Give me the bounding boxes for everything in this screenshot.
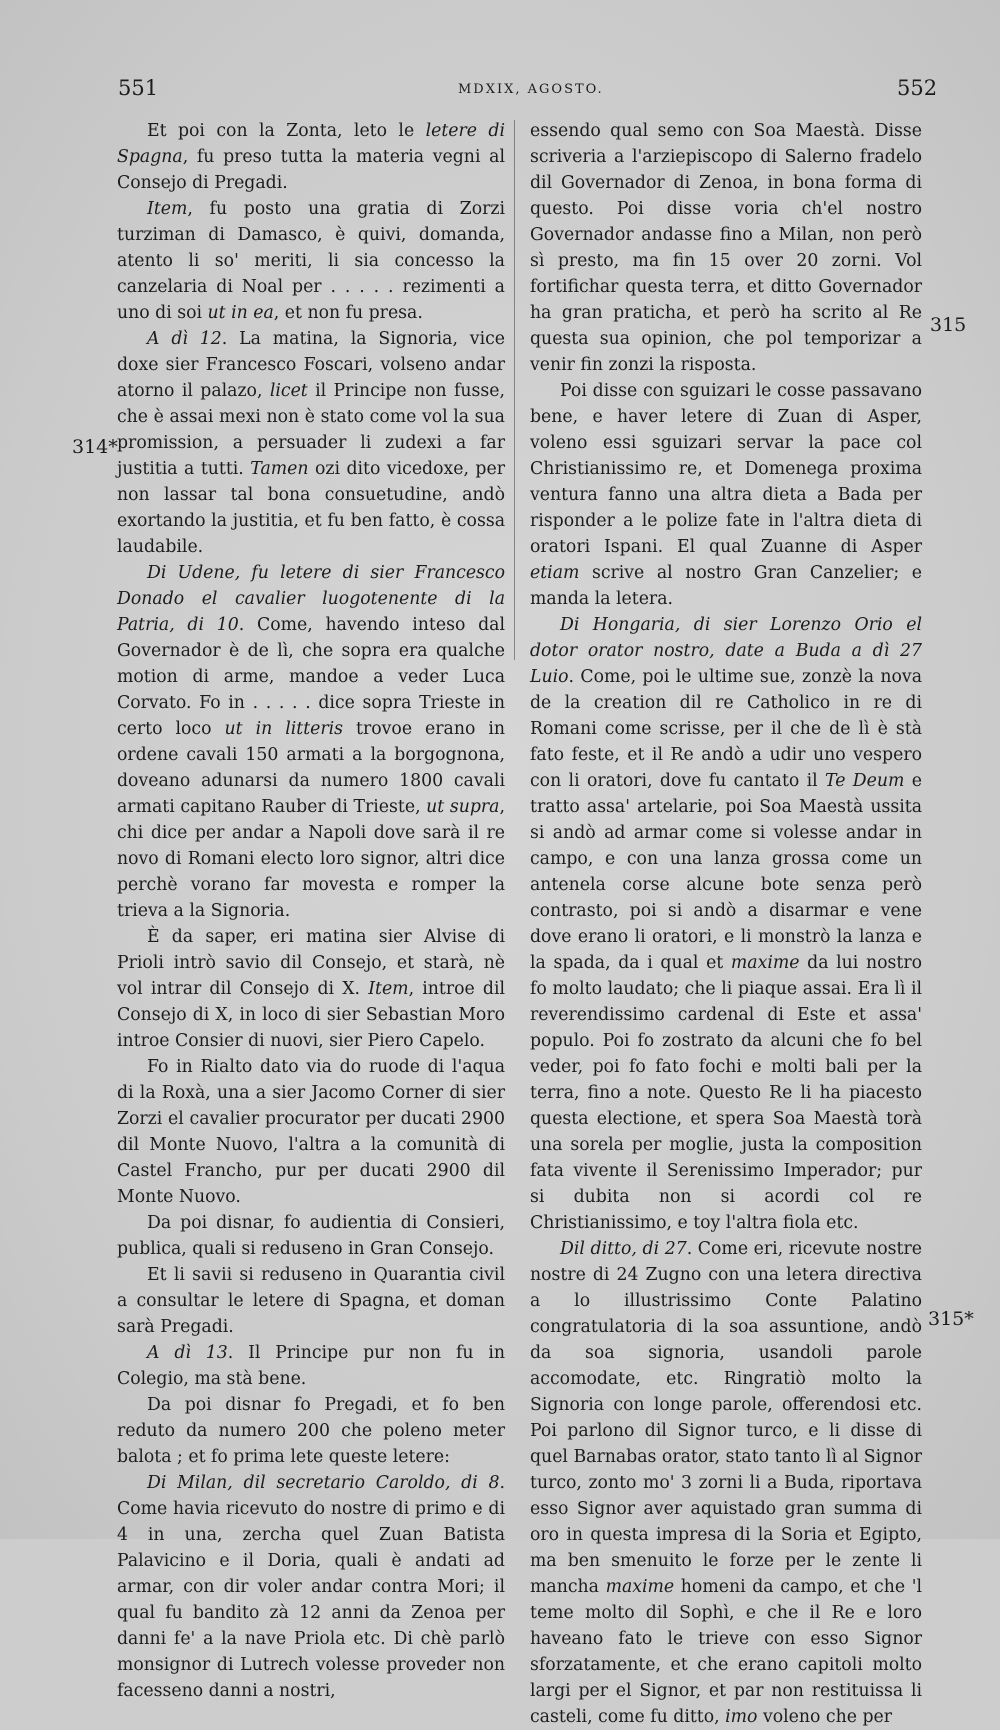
page-header xyxy=(0,76,1000,106)
paragraph: essendo qual semo con Soa Maestà. Disse scriveria a l'arziepiscopo di Salerno fradelo dil Governador di Zenoa, in bona forma di questo. Poi disse voria ch'el nostro Governador andasse fino a Milan, non però sì presto, ma fin 15 over 20 zorni. Vol fortifichar questa terra, et ditto Governador ha gran praticha, et però ha scrito al Re questa sua opinion, che pol temporizar a venir fin zonzi la risposta. xyxy=(530,121,922,375)
margin-ref-314: 314* xyxy=(72,436,118,458)
paragraph: Di Hongaria, di sier Lorenzo Orio el dotor orator nostro, date a Buda a dì 27 Luio. Come, poi le ultime sue, zonzè la nova de la creation dil re Catholico in re di Romani come scrisse, per il che de lì è stà fato feste, et il Re andò a udir uno vespero con li oratori, dove fu cantato il Te Deum e tratto assa' artelarie, poi Soa Maestà ussita si andò ad armar come si volesse andar in campo, e con una lanza grossa come un antenela corse alcune bote senza però contrasto, poi si andò a disarmar e vene dove erano li oratori, e li monstrò la lanza e la spada, da i qual et maxime da lui nostro fo molto laudato; che li piaque assai. Era lì il reverendissimo cardenal di Este et assa' populo. Poi fo zostrato da alcuni che fo bel veder, poi fo fato fochi e molti bali per la terra, fino a note. Questo Re li ha piacesto questa electione, et spera Soa Maestà torà una sorela per moglie, justa la composition fata vivente il Serenissimo Imperador; pur si dubita non si acordi col re Christianissimo, e toy l'altra fiola etc. xyxy=(530,615,922,1233)
page-number-left: 551 xyxy=(118,76,159,100)
paragraph: A dì 13. Il Principe pur non fu in Colegio, ma stà bene. xyxy=(117,1343,505,1389)
paragraph: Fo in Rialto dato via do ruode di l'aqua di la Roxà, una a sier Jacomo Corner di sier Zorzi el cavalier procurator per ducati 2900 dil Monte Nuovo, l'altra a la comunità di Castel Francho, pur per ducati 2900 dil Monte Nuovo. xyxy=(117,1057,505,1207)
paragraph: Poi disse con sguizari le cosse passavano bene, e haver letere di Zuan di Asper, voleno essi sguizari servar la pace col Christianissimo re, et Domenega proxima ventura fanno una altra dieta a Bada per risponder a le polize fate in l'altra dieta di oratori Ispani. El qual Zuanne di Asper etiam scrive al nostro Gran Canzelier; e manda la letera. xyxy=(530,381,922,609)
paragraph: Dil ditto, di 27. Come eri, ricevute nostre nostre di 24 Zugno con una letera directiva a lo illustrissimo Conte Palatino congratulatoria di la soa assuntione, andò da soa signoria, usandoli parole accomodate, etc. Ringratiò molto la Signoria con longe parole, offerendosi etc. Poi parlono dil Signor turco, e li disse di quel Barnabas orator, stato tanto lì al Signor turco, zonto mo' 3 zorni li a Buda, riportava esso Signor aver aquistado gran summa di oro in questa impresa di la Soria et Egipto, ma ben smenuito le forze per le zente li mancha maxime homeni da campo, et che 'l teme molto dil Sophì, e che il Re e loro haveano fato le trieve con esso Signor sforzatamente, et che erano capitoli molto largi per el Signor, et par non restituissa li casteli, come fu ditto, imo voleno che per xyxy=(530,1239,922,1727)
paragraph: È da saper, eri matina sier Alvise di Prioli intrò savio dil Consejo, et starà, nè vol intrar dil Consejo di X. Item, introe dil Consejo di X, in loco di sier Sebastian Moro introe Consier di nuovi, sier Piero Capelo. xyxy=(117,927,505,1051)
right-column xyxy=(530,118,922,1730)
paragraph: Item, fu posto una gratia di Zorzi turziman di Damasco, è quivi, domanda, atento li so' meriti, li sia concesso la canzelaria di Noal per . . . . . rezimenti a uno di soi ut in ea, et non fu presa. xyxy=(117,199,505,323)
running-title: MDXIX, AGOSTO. xyxy=(458,82,604,97)
paragraph: Da poi disnar, fo audientia di Consieri, publica, quali si reduseno in Gran Consejo. xyxy=(117,1213,505,1259)
paragraph: Et li savii si reduseno in Quarantia civil a consultar le letere di Spagna, et doman sarà Pregadi. xyxy=(117,1265,505,1337)
paragraph: Di Udene, fu letere di sier Francesco Donado el cavalier luogotenente di la Patria, di 10. Come, havendo inteso dal Governador è de lì, che sopra era qualche motion di arme, mandoe a veder Luca Corvato. Fo in . . . . . dice sopra Trieste in certo loco ut in litteris trovoe erano in ordene cavali 150 armati a la borgognona, doveano adunarsi da numero 1800 cavali armati capitano Rauber di Trieste, ut supra, chi dice per andar a Napoli dove sarà il re novo di Romani electo loro signor, altri dice perchè vorano far movesta e romper la trieva a la Signoria. xyxy=(117,563,506,921)
margin-ref-315: 315 xyxy=(930,314,967,336)
paragraph: Da poi disnar fo Pregadi, et fo ben reduto da numero 200 che poleno meter balota ; et fo prima lete queste letere: xyxy=(117,1395,505,1467)
page-number-right: 552 xyxy=(897,76,938,100)
column-divider xyxy=(514,120,515,660)
left-column xyxy=(117,118,505,1704)
paragraph: Di Milan, dil secretario Caroldo, di 8. Come havia ricevuto do nostre di primo e di 4 in una, zercha quel Zuan Batista Palavicino e il Doria, quali è andati ad armar, con dir voler andar contra Mori; il qual fu bandito zà 12 anni da Zenoa per danni fe' a la nave Priola etc. Di chè parlò monsignor di Lutrech volesse proveder non facesseno danni a nostri, xyxy=(117,1473,505,1701)
paragraph: Et poi con la Zonta, leto le letere di Spagna, fu preso tutta la materia vegni al Consejo di Pregadi. xyxy=(117,121,506,193)
margin-ref-315-star: 315* xyxy=(928,1308,974,1330)
paragraph: A dì 12. La matina, la Signoria, vice doxe sier Francesco Foscari, volseno andar atorno il palazo, licet il Principe non fusse, che è assai mexi non è stato come vol la sua promission, a persuader li zudexi a far justitia a tutti. Tamen ozi dito vicedoxe, per non lassar tal bona consuetudine, andò exortando la justitia, et fu ben fatto, è cossa laudabile. xyxy=(117,329,505,557)
